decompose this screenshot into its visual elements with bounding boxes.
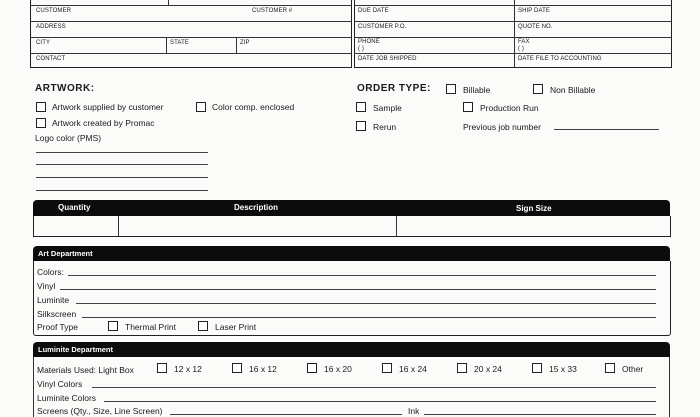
customer-label: CUSTOMER — [36, 8, 72, 14]
ink-line[interactable] — [424, 414, 656, 415]
luminite-department-title: Luminite Department — [38, 345, 114, 354]
billable-label: Billable — [463, 85, 491, 95]
luminite-colors-line[interactable] — [104, 401, 656, 402]
fax-paren: ( ) — [518, 46, 524, 52]
vinyl-label: Vinyl — [37, 281, 56, 291]
silkscreen-line[interactable] — [82, 317, 656, 318]
colors-line[interactable] — [68, 275, 656, 276]
production-run-label: Production Run — [480, 103, 539, 113]
billable-checkbox[interactable] — [446, 84, 456, 94]
screens-line[interactable] — [170, 414, 402, 415]
sample-checkbox[interactable] — [356, 102, 366, 112]
size-16x24-label: 16 x 24 — [399, 364, 427, 374]
size-12x12-checkbox[interactable] — [157, 363, 167, 373]
screens-label: Screens (Qty., Size, Line Screen) — [37, 406, 163, 416]
rerun-label: Rerun — [373, 122, 397, 132]
laser-print-label: Laser Print — [215, 322, 257, 332]
previous-job-label: Previous job number — [463, 122, 541, 132]
size-15x33-checkbox[interactable] — [532, 363, 542, 373]
artwork-supplied-checkbox[interactable] — [36, 102, 46, 112]
size-15x33-label: 15 x 33 — [549, 364, 577, 374]
customer-box — [30, 0, 352, 68]
size-16x20-label: 16 x 20 — [324, 364, 352, 374]
city-label: CITY — [36, 40, 51, 46]
size-12x12-label: 12 x 12 — [174, 364, 202, 374]
art-department-header — [33, 246, 670, 261]
laser-print-checkbox[interactable] — [198, 321, 208, 331]
customer-number-label: CUSTOMER # — [252, 8, 293, 14]
size-16x12-checkbox[interactable] — [232, 363, 242, 373]
state-label: STATE — [170, 40, 189, 46]
artwork-created-checkbox[interactable] — [36, 118, 46, 128]
size-16x12-label: 16 x 12 — [249, 364, 277, 374]
art-department-title: Art Department — [38, 249, 93, 258]
luminite-department-header — [33, 342, 670, 357]
vinyl-colors-label: Vinyl Colors — [37, 379, 83, 389]
phone-label: PHONE — [358, 39, 380, 45]
customer-po-label: CUSTOMER P.O. — [358, 24, 407, 30]
materials-used-label: Materials Used: Light Box — [37, 365, 134, 375]
size-16x24-checkbox[interactable] — [382, 363, 392, 373]
ink-label: Ink — [408, 406, 420, 416]
logo-color-line-3[interactable] — [36, 177, 208, 178]
luminite-colors-label: Luminite Colors — [37, 393, 97, 403]
ship-date-label: SHIP DATE — [518, 8, 551, 14]
non-billable-checkbox[interactable] — [533, 84, 543, 94]
production-run-checkbox[interactable] — [463, 102, 473, 112]
date-file-accounting-label: DATE FILE TO ACCOUNTING — [518, 56, 602, 62]
thermal-print-label: Thermal Print — [125, 322, 177, 332]
color-comp-label: Color comp. enclosed — [212, 102, 295, 112]
size-other-checkbox[interactable] — [605, 363, 615, 373]
non-billable-label: Non Billable — [550, 85, 596, 95]
due-date-label: DUE DATE — [358, 8, 389, 14]
sign-size-header: Sign Size — [516, 204, 552, 213]
artwork-title: ARTWORK: — [35, 83, 95, 94]
zip-label: ZIP — [240, 40, 250, 46]
logo-color-line-1[interactable] — [36, 152, 208, 153]
size-20x24-checkbox[interactable] — [457, 363, 467, 373]
phone-paren: ( ) — [358, 46, 364, 52]
items-table-header — [33, 200, 670, 216]
sample-label: Sample — [373, 103, 402, 113]
quantity-header: Quantity — [58, 203, 91, 212]
silkscreen-label: Silkscreen — [37, 309, 77, 319]
logo-color-line-2[interactable] — [36, 164, 208, 165]
artwork-supplied-label: Artwork supplied by customer — [52, 102, 164, 112]
date-job-shipped-label: DATE JOB SHIPPED — [358, 56, 417, 62]
contact-label: CONTACT — [36, 56, 66, 62]
luminite-line[interactable] — [76, 303, 656, 304]
fax-label: FAX — [518, 39, 530, 45]
size-other-label: Other — [622, 364, 644, 374]
rerun-checkbox[interactable] — [356, 121, 366, 131]
colors-label: Colors: — [37, 267, 64, 277]
logo-color-label: Logo color (PMS) — [35, 133, 102, 143]
address-label: ADDRESS — [36, 24, 66, 30]
order-type-title: ORDER TYPE: — [357, 83, 431, 94]
items-table-body[interactable] — [33, 216, 671, 237]
quote-number-label: QUOTE NO. — [518, 24, 553, 30]
vinyl-colors-line[interactable] — [92, 387, 656, 388]
thermal-print-checkbox[interactable] — [108, 321, 118, 331]
size-16x20-checkbox[interactable] — [307, 363, 317, 373]
vinyl-line[interactable] — [60, 289, 656, 290]
previous-job-line[interactable] — [554, 129, 659, 130]
logo-color-line-4[interactable] — [36, 190, 208, 191]
proof-type-label: Proof Type — [37, 322, 78, 332]
size-20x24-label: 20 x 24 — [474, 364, 502, 374]
luminite-label: Luminite — [37, 295, 70, 305]
artwork-created-label: Artwork created by Promac — [52, 118, 155, 128]
color-comp-checkbox[interactable] — [196, 102, 206, 112]
description-header: Description — [234, 203, 279, 212]
